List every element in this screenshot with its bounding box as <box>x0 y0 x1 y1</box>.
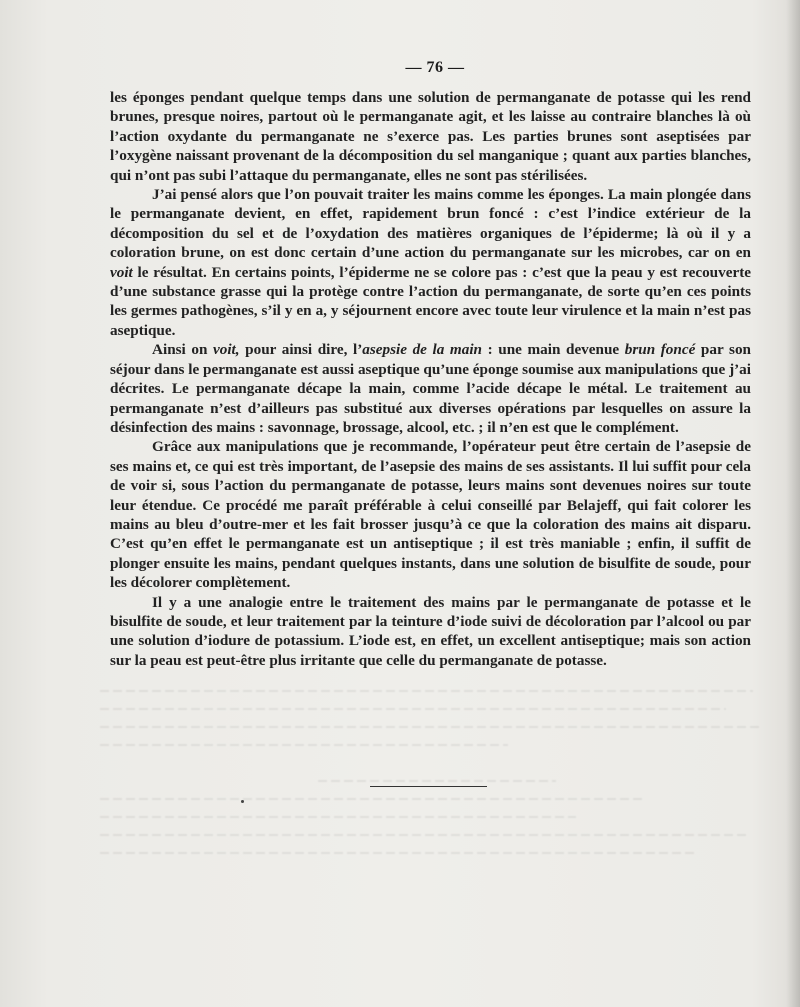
print-speck <box>241 800 244 803</box>
paragraph-5: Il y a une analogie entre le traitement des mains par le permanganate de potasse et le bisulfite de soude, et leur traitement par la teinture d’iode suivi de décoloration par l’alcool ou par une solution d’iodure de potassium. L’iode est, en effet, un excellent antiseptique; mais son action sur la peau est peut-être plus irritante que celle du permanganate de potasse. <box>110 593 751 669</box>
paragraph-2: J’ai pensé alors que l’on pouvait traiter les mains comme les éponges. La main plongée dans le permanganate devient, en effet, rapidement brun foncé : c’est l’indice extérieur de la décomposition du sel et de l’oxydation des matières organiques de l’épiderme; là où il y a coloration brune, on est donc certain d’une action du permanganate sur les microbes, car on en voit le résultat. En certains points, l’épiderme ne se colore pas : c’est que la peau y est recouverte d’une substance grasse qui la protège contre l’action du permanganate, de sorte qu’en ces points les germes pathogènes, s’il y en a, y séjournent encore avec toute leur virulence et la main n’est pas aseptique. <box>110 186 751 339</box>
bleed-through-shadow <box>100 690 780 930</box>
page-number: — 76 — <box>405 59 465 76</box>
body-text <box>110 88 751 670</box>
page-edge-shadow <box>786 0 800 1007</box>
paragraph-3: Ainsi on voit, pour ainsi dire, l’asepsie de la main : une main devenue brun foncé par son séjour dans le permanganate est aussi aseptique qu’une éponge soumise aux manipulations que j’ai décrites. Le permanganate décape la main, comme l’acide décape le métal. Le traitement au permanganate n’est d’ailleurs pas substitué aux diverses opérations par lesquelles on assure la désinfection des mains : savonnage, brossage, alcool, etc. ; il n’en est que le complément. <box>110 341 751 436</box>
paragraph-4: Grâce aux manipulations que je recommande, l’opérateur peut être certain de l’asepsie de ses mains et, ce qui est très important, de l’asepsie des mains de ses assistants. Il lui suffit pour cela de voir si, sous l’action du permanganate de potasse, leurs mains sont devenues noires sur toute leur étendue. Ce procédé me paraît préférable à celui conseillé par Belajeff, qui fait colorer les mains au bleu d’outre-mer et les fait brosser jusqu’à ce que la coloration des mains ait disparu. C’est qu’en effet le permanganate est un antiseptique ; il est très maniable ; enfin, il suffit de plonger ensuite les mains, pendant quelques instants, dans une solution de bisulfite de soude, pour les décolorer complètement. <box>110 438 751 592</box>
section-rule <box>370 786 487 787</box>
paragraph-1: les éponges pendant quelque temps dans une solution de permanganate de potasse qui les rend brunes, presque noires, partout où le permanganate agit, et les laisse au contraire blanches là où l’action oxydante du permanganate ne s’exerce pas. Les parties brunes sont aseptisées par l’oxygène naissant provenant de la décomposition du sel manganique ; quant aux parties blanches, qui n’ont pas subi l’attaque du permanganate, elles ne sont pas stérilisées. <box>110 89 751 184</box>
